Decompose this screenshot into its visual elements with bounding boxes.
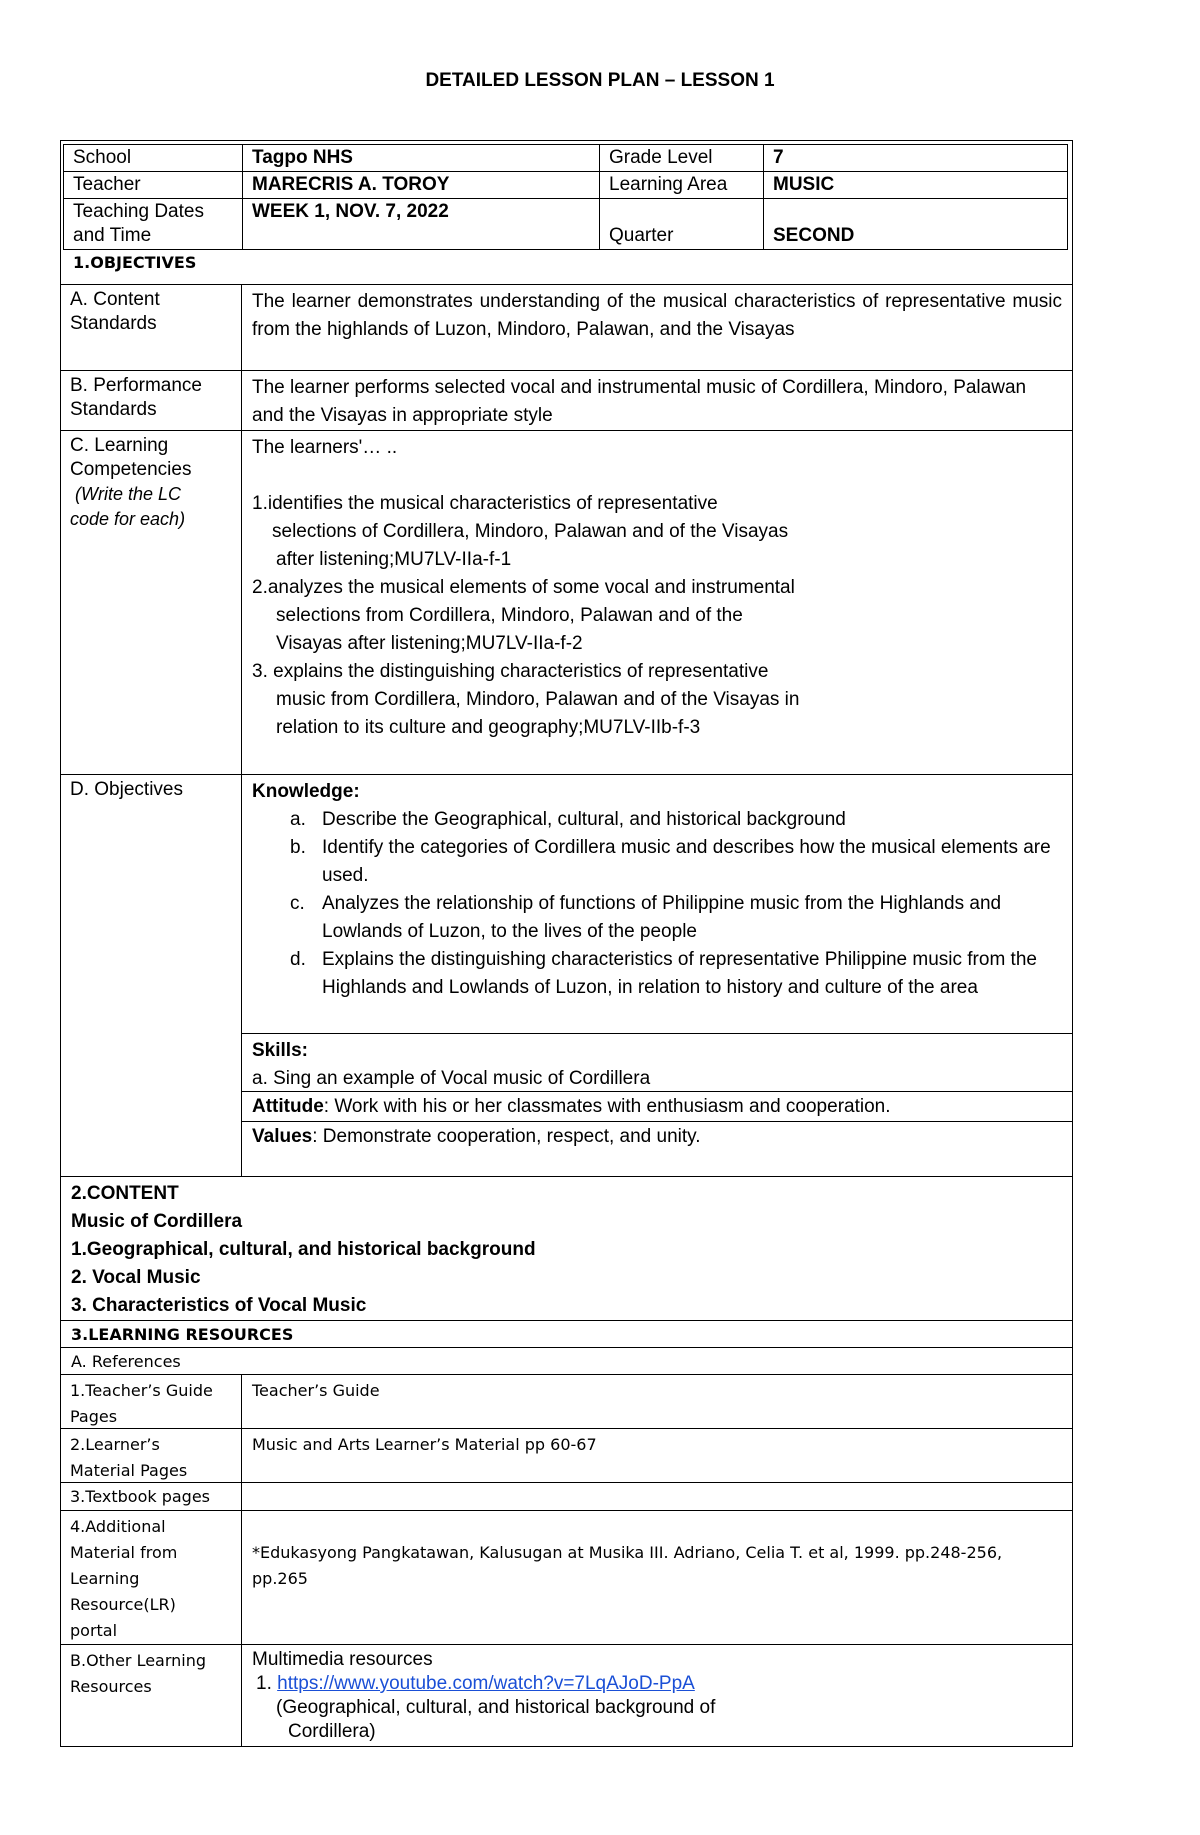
- content-line-4: 3. Characteristics of Vocal Music: [71, 1295, 367, 1316]
- objectives-row: [61, 774, 1072, 1176]
- tg-label-line1: 1.Teacher’s Guide: [70, 1381, 213, 1400]
- lm-label-line2: Material Pages: [70, 1461, 188, 1480]
- learning-competencies-text: [242, 431, 1072, 774]
- teachers-guide-row: [61, 1374, 1072, 1428]
- header-table: [63, 144, 1068, 250]
- quarter-label: Quarter: [600, 199, 764, 250]
- lc-item-3: [252, 658, 1062, 742]
- header-block: [61, 141, 1072, 284]
- dates-label-line1: Teaching Dates: [73, 201, 204, 222]
- knowledge-item-d: [290, 946, 1062, 1002]
- additional-material-label: [61, 1511, 242, 1644]
- lc-2-line1: 2.analyzes the musical elements of some vocal and instrumental: [252, 577, 795, 598]
- content-standards-label: [61, 285, 242, 370]
- knowledge-item-a: [290, 806, 1062, 834]
- skills-block: [242, 1033, 1072, 1091]
- lc-1-line2: selections of Cordillera, Mindoro, Palawan and of the Visayas: [272, 521, 789, 542]
- values-label: Values: [252, 1126, 313, 1147]
- performance-label-line2: Standards: [70, 399, 157, 420]
- additional-material-value: *Edukasyong Pangkatawan, Kalusugan at Musika III. Adriano, Celia T. et al, 1999. pp.248-256, pp.265: [252, 1543, 1003, 1588]
- multimedia-heading: Multimedia resources: [252, 1649, 433, 1670]
- content-line-1: Music of Cordillera: [71, 1211, 243, 1232]
- other-resources-label: [61, 1645, 242, 1746]
- content-block: [61, 1177, 1072, 1320]
- dates-value: WEEK 1, NOV. 7, 2022: [243, 199, 600, 250]
- additional-material-row: [61, 1510, 1072, 1644]
- performance-standards-row: [61, 370, 1072, 430]
- learners-material-label: [61, 1429, 242, 1482]
- content-section: [61, 1176, 1072, 1320]
- teacher-value: MARECRIS A. TOROY: [243, 172, 600, 199]
- objectives-heading: 1.OBJECTIVES: [73, 253, 197, 272]
- references-row: [61, 1347, 1072, 1374]
- objectives-label: D. Objectives: [61, 775, 242, 1176]
- knowledge-list: [252, 806, 1062, 1002]
- multimedia-item-number: 1.: [256, 1673, 272, 1694]
- tg-label-line2: Pages: [70, 1407, 118, 1426]
- multimedia-item-1: [252, 1672, 1062, 1696]
- am-label-line3: Learning: [70, 1569, 140, 1588]
- knowledge-text-c: Analyzes the relationship of functions of Philippine music from the Highlands and Lowlands of Luzon, to the lives of the people: [322, 893, 1002, 942]
- learning-competencies-label: [61, 431, 242, 774]
- lc-item-2: [252, 574, 1062, 658]
- youtube-link[interactable]: https://www.youtube.com/watch?v=7LqAJoD-PpA: [277, 1673, 695, 1694]
- knowledge-block: [242, 775, 1072, 1033]
- performance-label-line1: B. Performance: [70, 375, 202, 396]
- lc-2-line3: Visayas after listening;MU7LV-IIa-f-2: [276, 633, 583, 654]
- knowledge-text-b: Identify the categories of Cordillera music and describes how the musical elements are used.: [322, 837, 1051, 886]
- lc-note-line1: (Write the LC: [75, 484, 182, 504]
- area-label: Learning Area: [600, 172, 764, 199]
- learners-material-value: Music and Arts Learner’s Material pp 60-67: [252, 1435, 597, 1454]
- other-resources-value: [242, 1645, 1072, 1746]
- multimedia-desc-line1: (Geographical, cultural, and historical background of: [276, 1697, 716, 1718]
- other-resources-row: [61, 1644, 1072, 1746]
- teachers-guide-value: Teacher’s Guide: [252, 1381, 380, 1400]
- content-standards-text: The learner demonstrates understanding of the musical characteristics of representative music from the highlands of Luzon, Mindoro, Palawan, and the Visayas: [252, 291, 1062, 340]
- am-label-line2: Material from: [70, 1543, 178, 1562]
- lc-1-line3: after listening;MU7LV-IIa-f-1: [276, 549, 512, 570]
- content-line-2: 1.Geographical, cultural, and historical background: [71, 1239, 536, 1260]
- grade-label: Grade Level: [600, 145, 764, 172]
- content-label-line1: A. Content: [70, 289, 160, 310]
- lc-label-line2: Competencies: [70, 459, 192, 480]
- lc-item-1: [252, 490, 1062, 574]
- references-label: A. References: [71, 1352, 181, 1371]
- lc-note-line2: code for each): [70, 509, 186, 529]
- objectives-content: [242, 775, 1072, 1176]
- other-label-line2: Resources: [70, 1677, 152, 1696]
- multimedia-desc-line2: Cordillera): [288, 1721, 376, 1742]
- lc-2-line2: selections from Cordillera, Mindoro, Palawan and of the: [276, 605, 743, 626]
- knowledge-mark-d: d.: [290, 949, 306, 970]
- skills-label: Skills:: [252, 1040, 308, 1061]
- resources-heading-row: [61, 1320, 1072, 1347]
- area-value: MUSIC: [764, 172, 1068, 199]
- knowledge-mark-b: b.: [290, 837, 306, 858]
- resources-heading: 3.LEARNING RESOURCES: [71, 1325, 294, 1344]
- content-heading: 2.CONTENT: [71, 1183, 179, 1204]
- content-line-3: 2. Vocal Music: [71, 1267, 201, 1288]
- learning-competencies-row: [61, 430, 1072, 774]
- knowledge-label: Knowledge:: [252, 781, 360, 802]
- lc-3-line1: 3. explains the distinguishing characteristics of representative: [252, 661, 769, 682]
- lm-label-line1: 2.Learner’s: [70, 1435, 160, 1454]
- knowledge-mark-c: c.: [290, 893, 305, 914]
- lesson-plan-table: [60, 140, 1073, 1747]
- attitude-block: [242, 1091, 1072, 1121]
- am-label-line5: portal: [70, 1621, 118, 1640]
- lc-3-line3: relation to its culture and geography;MU7LV-IIb-f-3: [276, 717, 701, 738]
- performance-standards-label: [61, 371, 242, 430]
- content-standards-row: [61, 284, 1072, 370]
- am-label-line4: Resource(LR): [70, 1595, 176, 1614]
- performance-standards-text: The learner performs selected vocal and instrumental music of Cordillera, Mindoro, Palawan and the Visayas in appropriate style: [252, 377, 1027, 426]
- skills-item-a: a. Sing an example of Vocal music of Cordillera: [252, 1068, 651, 1089]
- school-label: School: [64, 145, 243, 172]
- textbook-value: [242, 1483, 1072, 1510]
- knowledge-text-a: Describe the Geographical, cultural, and historical background: [322, 809, 846, 830]
- dates-label: [64, 199, 243, 250]
- values-block: [242, 1121, 1072, 1176]
- knowledge-mark-a: a.: [290, 809, 306, 830]
- textbook-row: [61, 1482, 1072, 1510]
- other-label-line1: B.Other Learning: [70, 1651, 207, 1670]
- teacher-label: Teacher: [64, 172, 243, 199]
- learners-material-row: [61, 1428, 1072, 1482]
- document-title: DETAILED LESSON PLAN – LESSON 1: [425, 70, 775, 91]
- knowledge-text-d: Explains the distinguishing characteristics of representative Philippine music from the Highlands and Lowlands of Luzon, in relation to history and culture of the area: [322, 949, 1037, 998]
- textbook-label: 3.Textbook pages: [61, 1483, 242, 1510]
- attitude-text: : Work with his or her classmates with enthusiasm and cooperation.: [323, 1096, 891, 1117]
- knowledge-item-b: [290, 834, 1062, 890]
- knowledge-item-c: [290, 890, 1062, 946]
- lc-3-line2: music from Cordillera, Mindoro, Palawan and of the Visayas in: [276, 689, 800, 710]
- am-label-line1: 4.Additional: [70, 1517, 166, 1536]
- dates-label-line2: and Time: [73, 225, 152, 246]
- lc-label-line1: C. Learning: [70, 435, 169, 456]
- teachers-guide-label: [61, 1375, 242, 1428]
- content-label-line2: Standards: [70, 313, 157, 334]
- grade-value: 7: [764, 145, 1068, 172]
- lc-1-line1: 1.identifies the musical characteristics of representative: [252, 493, 718, 514]
- attitude-label: Attitude: [252, 1096, 324, 1117]
- values-text: : Demonstrate cooperation, respect, and unity.: [312, 1126, 701, 1147]
- school-value: Tagpo NHS: [243, 145, 600, 172]
- lc-intro: The learners'… ..: [252, 437, 398, 458]
- quarter-value: SECOND: [764, 199, 1068, 250]
